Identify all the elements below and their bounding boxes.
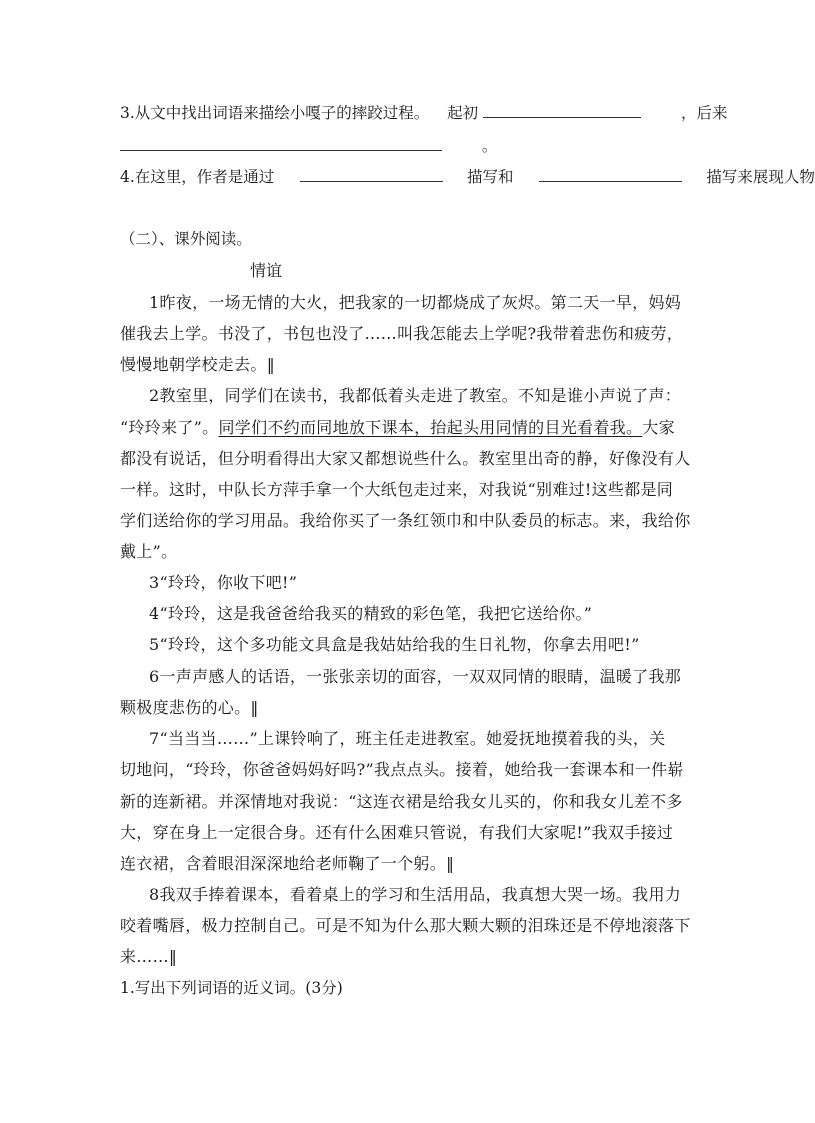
paragraph-2-line-5: 学们送给你的学习用品。我给你买了一条红领巾和中队委员的标志。来，我给你 [120, 511, 691, 530]
answer-blank-initially[interactable] [483, 103, 641, 118]
question-4 [120, 167, 815, 187]
answer-blank-later[interactable] [120, 136, 442, 151]
paragraph-7-line-5: 连衣裙，含着眼泪深深地给老师鞠了一个躬。‖ [120, 854, 455, 873]
paragraph-8-line-3: 来……‖ [120, 947, 178, 966]
paragraph-7-line-2: 切地问，“玲玲，你爸爸妈妈好吗?”我点点头。接着，她给我一套课本和一件崭 [120, 760, 684, 779]
question-3-initially: 起初 [447, 104, 479, 122]
paragraph-2-line-1: 2教室里，同学们在读书，我都低着头走进了教室。不知是谁小声说了声： [149, 386, 682, 405]
question-3-text: 3.从文中找出词语来描绘小嘎子的摔跤过程。 [120, 104, 430, 122]
paragraph-2-line-2 [120, 418, 675, 438]
paragraph-4: 4“玲玲，这是我爸爸给我买的精致的彩色笔，我把它送给你。” [149, 604, 593, 623]
paragraph-7-line-4: 大，穿在身上一定很合身。还有什么困难只管说，有我们大家呢!”我双手接过 [120, 823, 674, 842]
paragraph-5: 5“玲玲，这个多功能文具盒是我姑姑给我的生日礼物，你拿去用吧!” [149, 635, 640, 654]
paragraph-1-line-3: 慢慢地朝学校走去。‖ [120, 355, 276, 374]
paragraph-7-line-1: 7“当当当……”上课铃响了，班主任走进教室。她爱抚地摸着我的头，关 [149, 729, 666, 748]
paragraph-3: 3“玲玲，你收下吧!” [149, 573, 298, 592]
paragraph-8-line-1: 8我双手捧着课本，看着桌上的学习和生活用品，我真想大哭一场。我用力 [149, 885, 682, 904]
question-3-continued [120, 136, 497, 156]
question-3 [120, 103, 728, 123]
paragraph-2-quote: “玲玲来了”。 [120, 418, 219, 437]
paragraph-2-line-3: 都没有说话，但分明看得出大家又都想说些什么。教室里出奇的静，好像没有人 [120, 449, 691, 468]
passage-title: 情谊 [250, 261, 283, 280]
question-4-text: 4.在这里，作者是通过 [120, 168, 275, 186]
question-3-later: ，后来 [681, 104, 728, 122]
paragraph-1-line-2: 催我去上学。书没了，书包也没了……叫我怎能去上学呢?我带着悲伤和疲劳， [120, 324, 684, 343]
question-4-and: 描写和 [467, 168, 514, 186]
paragraph-6-line-1: 6一声声感人的话语，一张张亲切的面容，一双双同情的眼睛，温暖了我那 [149, 667, 682, 686]
question-4-tail: 描写来展现人物 [706, 168, 815, 186]
paragraph-8-line-2: 咬着嘴唇，极力控制自己。可是不知为什么那大颗大颗的泪珠还是不停地滚落下 [120, 916, 691, 935]
paragraph-2-line-4: 一样。这时，中队长方萍手拿一个大纸包走过来，对我说“别难过!这些都是同 [120, 480, 674, 499]
paragraph-2-line-6: 戴上”。 [120, 542, 178, 561]
answer-blank-description-2[interactable] [539, 167, 682, 182]
question-synonyms: 1.写出下列词语的近义词。(3分) [120, 979, 343, 997]
paragraph-2-everyone: 大家 [642, 418, 675, 437]
paragraph-6-line-2: 颗极度悲伤的心。‖ [120, 698, 259, 717]
underlined-sentence: 同学们不约而同地放下课本，抬起头用同情的目光看着我。 [218, 418, 643, 437]
question-3-period: 。 [481, 137, 498, 155]
answer-blank-description-1[interactable] [300, 167, 443, 182]
paragraph-7-line-3: 新的连新裙。并深情地对我说：“这连衣裙是给我女儿买的，你和我女儿差不多 [120, 792, 683, 811]
paragraph-1-line-1: 1昨夜，一场无情的大火，把我家的一切都烧成了灰烬。第二天一早，妈妈 [149, 293, 682, 312]
section-heading: （二）、课外阅读。 [120, 230, 252, 248]
